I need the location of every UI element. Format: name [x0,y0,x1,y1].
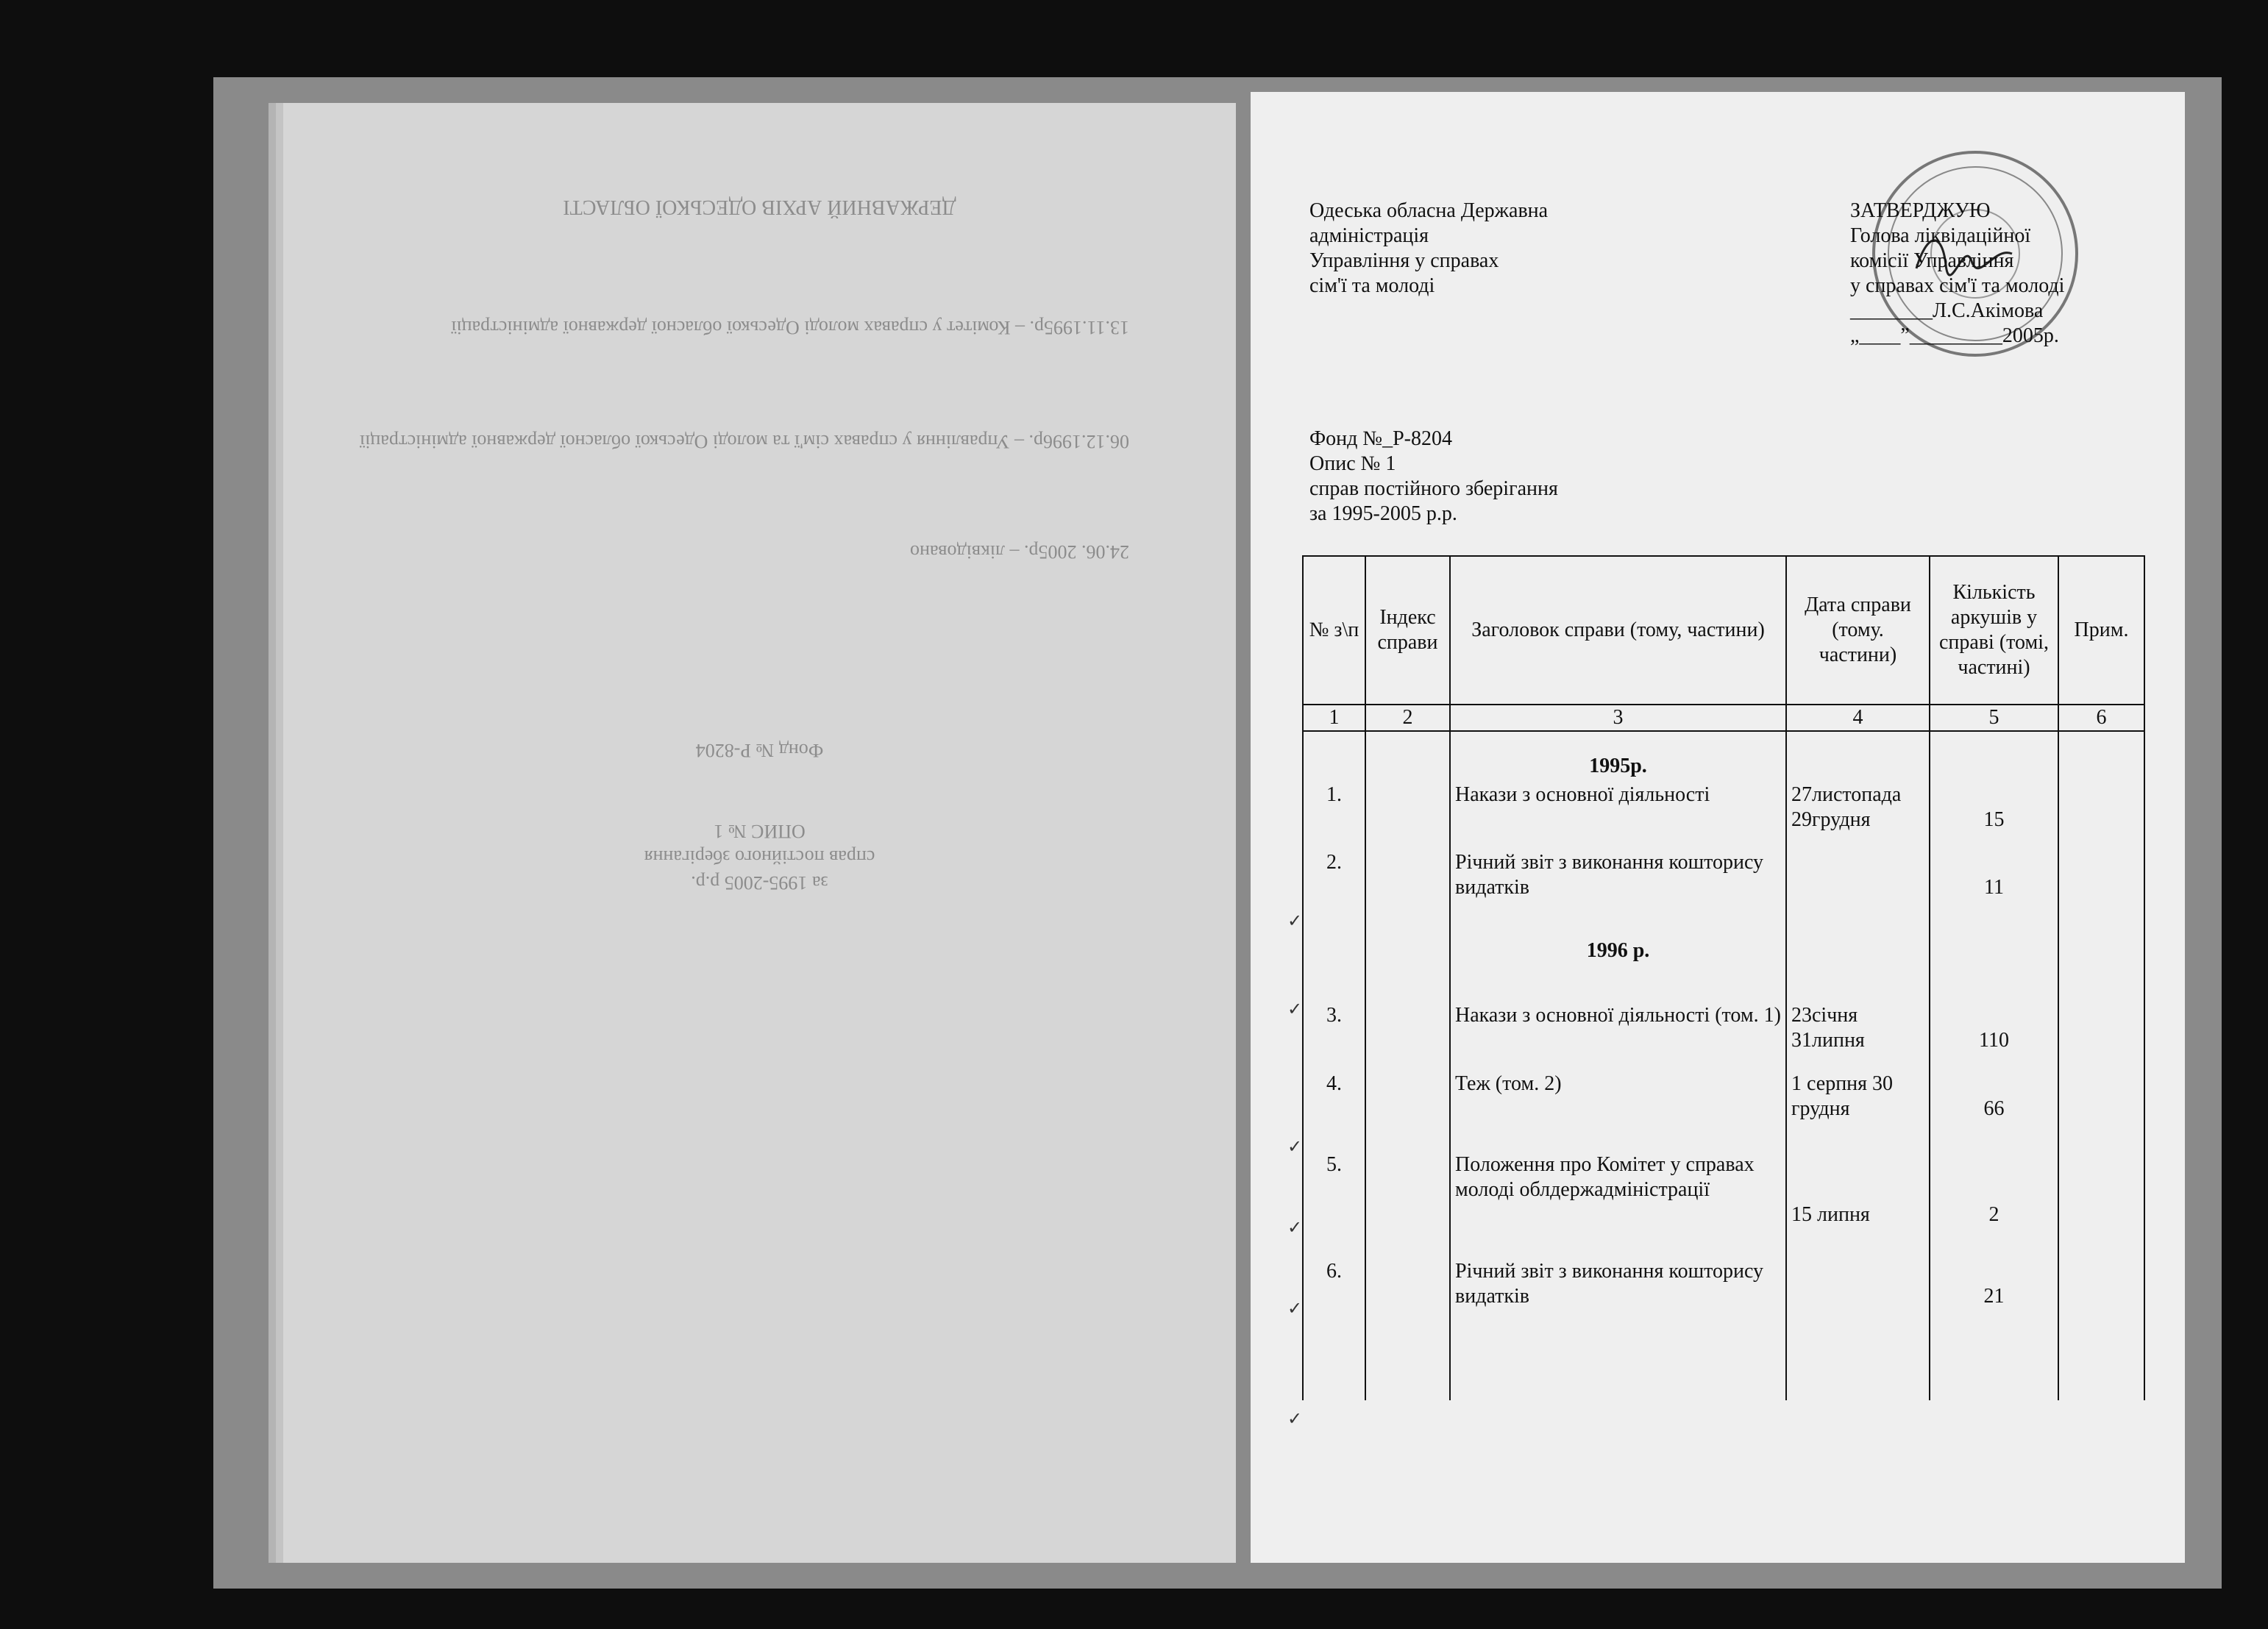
row-title: Накази з основної діяльності [1450,783,1786,850]
left-fond: Фонд № Р-8204 [695,740,824,761]
col-number: 1 [1303,705,1365,731]
fond-line: Фонд №_Р-8204 [1309,427,1452,450]
row-sheets: 66 [1930,1072,2058,1152]
row-number: 5. [1303,1152,1365,1259]
row-number: 2. [1303,850,1365,938]
col-number: 4 [1786,705,1930,731]
right-page [1251,92,2185,1563]
left-opys: ОПИС № 1 [714,821,806,842]
header-sheets: Кількість аркушів у справі (томі, частині) [1930,556,2058,705]
org-line: адміністрація [1309,224,1429,247]
table-row [1303,1152,2144,1259]
row-date: 15 липня [1786,1152,1930,1259]
approval-block [1850,199,2064,349]
approval-line: ________Л.С.Акімова [1850,299,2044,322]
column-number-row [1303,705,2144,731]
row-sheets: 110 [1930,994,2058,1072]
col-number: 6 [2058,705,2144,731]
inventory-table [1302,555,2145,1400]
fond-line: за 1995-2005 р.р. [1309,502,1457,525]
approval-line: у справах сім'ї та молоді [1850,274,2065,297]
left-page [283,103,1236,1563]
row-title: Річний звіт з виконання кошторису видатків [1450,1259,1786,1400]
header-notes: Прим. [2058,556,2144,705]
history-2: 06.12.1996р. – Управління у справах сім'ї та молоді Одеської обласної державної адміністрації [359,431,1129,452]
row-number: 4. [1303,1072,1365,1152]
archive-title: ДЕРЖАВНИЙ АРХІВ ОДЕСЬКОЇ ОБЛАСТІ [563,196,956,218]
left-opys-sub: справ постійного зберігання [644,846,875,868]
organization-block [1309,199,1548,299]
row-number: 6. [1303,1259,1365,1400]
approval-line: комісії Управління [1850,249,2014,272]
table-row [1303,1072,2144,1152]
checkmark-icon: ✓ [1287,1408,1303,1429]
fond-block [1309,427,1558,527]
header-number: № з\п [1303,556,1365,705]
year-heading-1995: 1995р. [1450,731,1786,783]
row-date: 1 серпня 30 грудня [1786,1072,1930,1152]
row-title: Положення про Комітет у справах молоді облдержадміністрації [1450,1152,1786,1259]
org-line: Одеська обласна Державна [1309,199,1549,222]
row-sheets: 15 [1930,783,2058,850]
header-index: Індекс справи [1365,556,1450,705]
history-3: 24.06. 2005р. – ліквідовано [910,541,1129,563]
checkmark-icon: ✓ [1287,1298,1303,1319]
table-row [1303,850,2144,938]
checkmark-icon: ✓ [1287,1136,1303,1157]
header-title: Заголовок справи (тому, частини) [1450,556,1786,705]
year-heading-1996: 1996 р. [1450,938,1786,994]
approval-line: Голова ліквідаційної [1850,224,2031,247]
row-title: Річний звіт з виконання кошторису видатків [1450,850,1786,938]
row-date [1786,850,1930,938]
approval-line: „____”_________2005р. [1850,324,2059,347]
col-number: 3 [1450,705,1786,731]
left-opys-years: за 1995-2005 р.р. [691,872,828,894]
header-date: Дата справи (тому. частини) [1786,556,1930,705]
checkmark-icon: ✓ [1287,910,1303,931]
row-sheets: 11 [1930,850,2058,938]
row-date: 23січня 31липня [1786,994,1930,1072]
row-number: 1. [1303,783,1365,850]
checkmark-icon: ✓ [1287,1217,1303,1238]
org-line: сім'ї та молоді [1309,274,1435,297]
fond-line: справ постійного зберігання [1309,477,1558,500]
row-date [1786,1259,1930,1400]
table-row [1303,1259,2144,1400]
org-line: Управління у справах [1309,249,1499,272]
table-row [1303,783,2144,850]
table-row [1303,994,2144,1072]
row-sheets: 2 [1930,1152,2058,1259]
checkmark-icon: ✓ [1287,999,1303,1019]
row-sheets: 21 [1930,1259,2058,1400]
approval-line: ЗАТВЕРДЖУЮ [1850,199,1991,222]
history-1: 13.11.1995р. – Комітет у справах молоді Одеської обласної державної адміністрації [451,317,1129,338]
row-title: Теж (том. 2) [1450,1072,1786,1152]
row-title: Накази з основної діяльності (том. 1) [1450,994,1786,1072]
col-number: 2 [1365,705,1450,731]
col-number: 5 [1930,705,2058,731]
row-number: 3. [1303,994,1365,1072]
row-date: 27листопада 29грудня [1786,783,1930,850]
fond-line: Опис № 1 [1309,452,1396,475]
